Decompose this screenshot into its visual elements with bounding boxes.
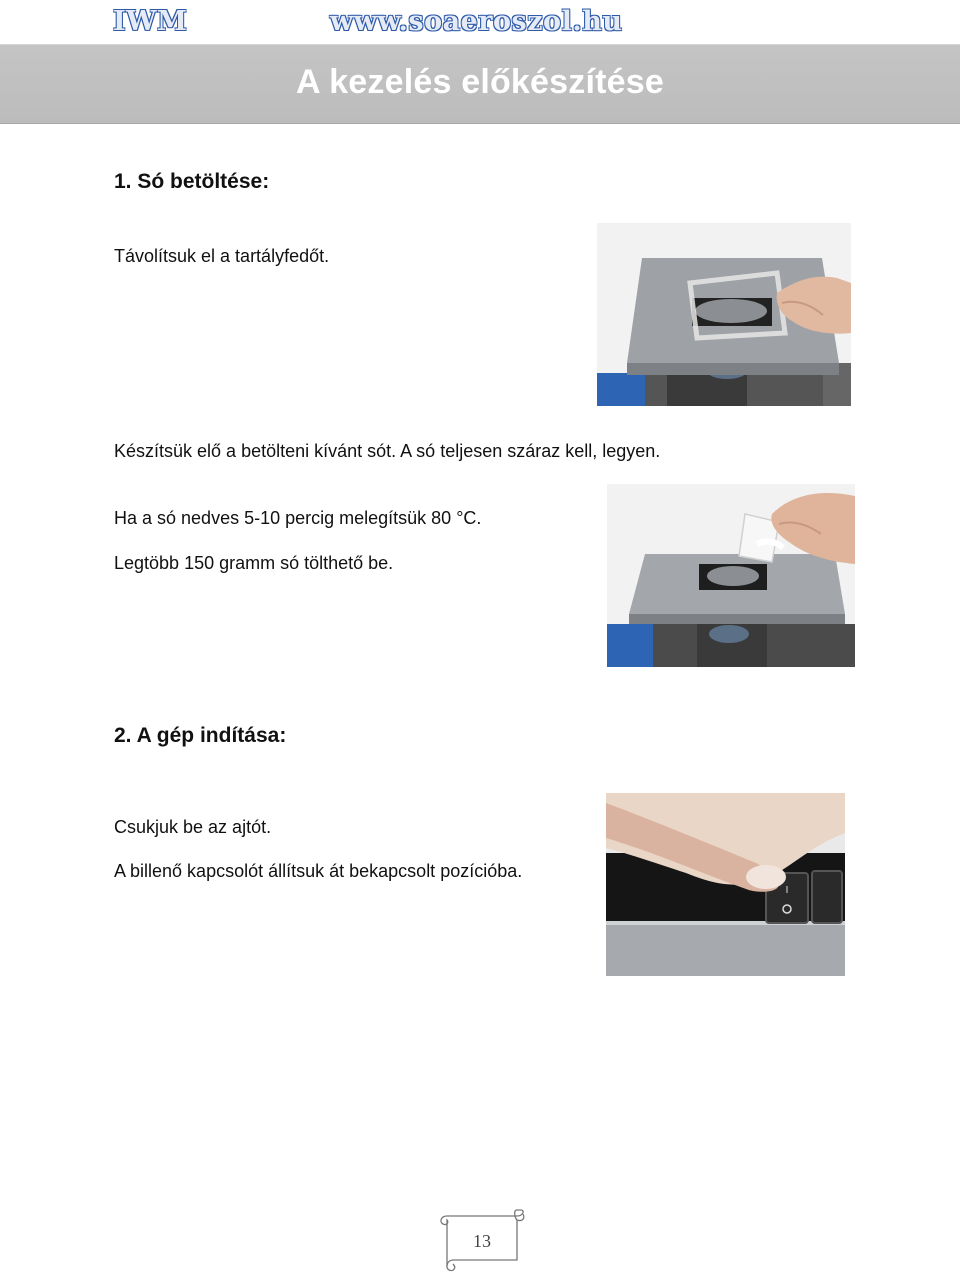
website-url[interactable]: www.soaeroszol.hu bbox=[330, 6, 623, 37]
page-number: 13 bbox=[473, 1231, 491, 1251]
power-switch-photo bbox=[606, 793, 845, 976]
lid-removal-photo bbox=[597, 223, 851, 406]
top-header bbox=[0, 0, 960, 42]
step-prepare-salt: Készítsük elő a betölteni kívánt sót. A só teljesen száraz kell, legyen. bbox=[114, 441, 661, 461]
page-title: A kezelés előkészítése bbox=[296, 63, 664, 101]
section-1-heading: 1. Só betöltése: bbox=[114, 170, 270, 193]
section-2-heading: 2. A gép indítása: bbox=[114, 724, 287, 747]
step-salt-amount: Legtöbb 150 gramm só tölthető be. bbox=[114, 553, 394, 573]
step-toggle-switch: A billenő kapcsolót állítsuk át bekapcsolt pozícióba. bbox=[114, 861, 523, 881]
step-close-door: Csukjuk be az ajtót. bbox=[114, 817, 272, 837]
salt-pouring-photo bbox=[607, 484, 855, 667]
brand-logo-text: IWM bbox=[113, 6, 188, 37]
title-banner bbox=[0, 44, 960, 124]
step-remove-lid: Távolítsuk el a tartályfedőt. bbox=[114, 246, 330, 266]
svg-text:I: I bbox=[785, 885, 789, 896]
step-heat-salt: Ha a só nedves 5-10 percig melegítsük 80 °C. bbox=[114, 508, 482, 528]
page-number-scroll bbox=[437, 1208, 527, 1279]
